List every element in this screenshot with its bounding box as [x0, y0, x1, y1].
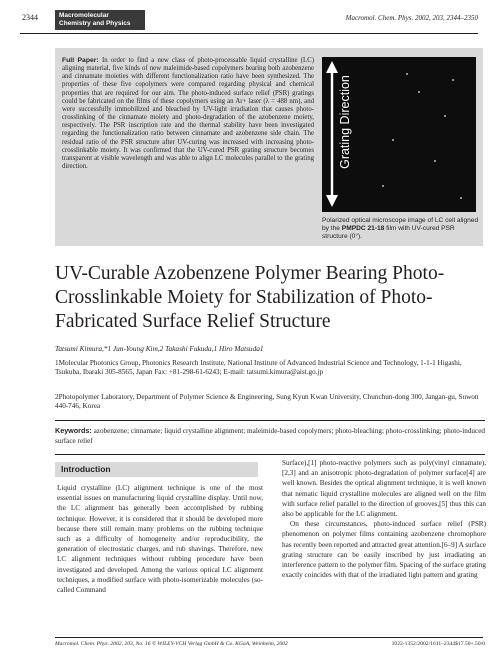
intro-paragraph-2: On these circumstances, photo-induced surface relief (PSR) phenomenon on polymer films containing azobenzene chromophore has recently been reported and attracted great attention.[6–9] A surface grating structure can be easily inscribed by just irradiating an interference pattern to the polymer film. Spacing of the surface grating exactly coincides with that of the irradiated light pattern and grating: [282, 520, 486, 580]
full-paper-abstract: [62, 57, 314, 171]
header-rule: [20, 33, 478, 34]
journal-badge: Macromolecular Chemistry and Physics: [55, 10, 145, 30]
full-paper-label: Full Paper:: [62, 57, 99, 64]
intro-left-column: Liquid crystalline (LC) alignment technique is one of the most essential issues on manufacturing liquid crystalline display. Until now, the LC alignment has generally been accomplished by rubbing technique. However, it is considered that it should be developed more because there still remain many problems on the rubbing technique such as a difficulty of homogeneity and/or reproducibility, the generation of electrostatic charges, and rub shavings. Therefore, new LC alignment techniques without rubbing procedure have been investigated and developed. Among the various optical LC alignment techniques, a modified surface with photo-isomerizable molecules (so-called Command: [57, 484, 263, 595]
figure-caption: Polarized optical microscope image of LC cell aligned by the PMPDC 21-18 film with UV-cured PSR structure (0°).: [322, 217, 479, 240]
footer-citation: Macromol. Chem. Phys. 2002, 203, No. 16 © WILEY-VCH Verlag GmbH & Co. KGaA, Weinheim, 2002: [55, 641, 288, 647]
section-heading-introduction: Introduction: [55, 462, 258, 477]
keywords-rule-bottom: [55, 454, 485, 455]
affiliation-1: 1Molecular Photonics Group, Photonics Research Institute, National Institute of Advanced Industrial Science and Technology, 1-1-1 Higashi, Tsukuba, Ibaraki 305-8565, Japan Fax: +81-298-61-6243; E-mail: tatsumi.kimura@aist.go.jp: [55, 359, 462, 376]
affiliation-2: 2Photopolymer Laboratory, Department of Polymer Science & Engineering, Sung Kyun Kwan University, Chunchun-dong 300, Jangan-gu, Suwon 440-746, Korea: [55, 393, 479, 410]
authors: Tatsumi Kimura,*1 Jun-Young Kim,2 Takashi Fukuda,1 Hiro Matsuda1: [55, 344, 264, 353]
running-head: Macromol. Chem. Phys. 2002, 203, 2344–2350: [345, 14, 478, 22]
intro-paragraph-1: Surface),[1] photo-reactive polymers such as poly(vinyl cinnamate),[2,3] and an anisotropic photo-degradation of polymer surface[4] are well known. Besides the optical alignment technique, it is well known that nematic liquid crystalline molecules are aligned well on the film with surface relief parallel to the direction of grooves,[5] thus this can also be applicable for the LC alignment.: [282, 459, 486, 519]
keywords-list: azobenzene; cinnamate; liquid crystalline alignment; maleimide-based copolymers; photo-bleaching; photo-crosslinking; photo-induced surface relief: [55, 427, 485, 445]
keywords-label: Keywords:: [55, 426, 92, 435]
micrograph-image: [322, 57, 476, 212]
footer: [55, 641, 485, 647]
keywords: [55, 426, 485, 446]
grating-direction-label: Grating Direction: [338, 75, 352, 169]
abstract-text: In order to find a new class of photo-processable liquid crystalline (LC) aligning material, five kinds of new maleimide-based copolymers bearing both azobenzene and cinnamate moieties with different functionalization ratio have been synthesized. The properties of these five copolymers were compared regarding physical and chemical properties that are required for our aim. The photo-induced surface relief (PSR) gratings could be fabricated on the films of these copolymers using an Ar+ laser (λ = 488 nm), and were successfully immobilized and bleached by UV-light irradiation that causes photo-crosslinking of the cinnamate moiety and photo-degradation of the azobenzene moiety, respectively. The PSR inscription rate and the thermal stability have been investigated regarding the functionalization ratio between cinnamate and azobenzene side chain. The residual ratio of the PSR structure after UV-curing was increased with increasing photo-crosslinkable moiety. It was confirmed that the UV-cured PSR grating structure becomes transparent at visible wavelength and was able to align LC molecules parallel to the grating direction.: [62, 57, 315, 171]
keywords-rule-top: [55, 420, 485, 421]
article-title: UV-Curable Azobenzene Polymer Bearing Photo-Crosslinkable Moiety for Stabilization of Photo-Fabricated Surface Relief Structure: [55, 263, 445, 332]
caption-sample-name: PMPDC 21-18: [341, 225, 385, 232]
footer-code: 1022-1352/2002/1611–2344$17.50+.50/0: [391, 641, 485, 647]
footer-rule: [55, 637, 483, 638]
intro-right-column: [282, 458, 486, 580]
page-number: 2344: [22, 13, 38, 22]
